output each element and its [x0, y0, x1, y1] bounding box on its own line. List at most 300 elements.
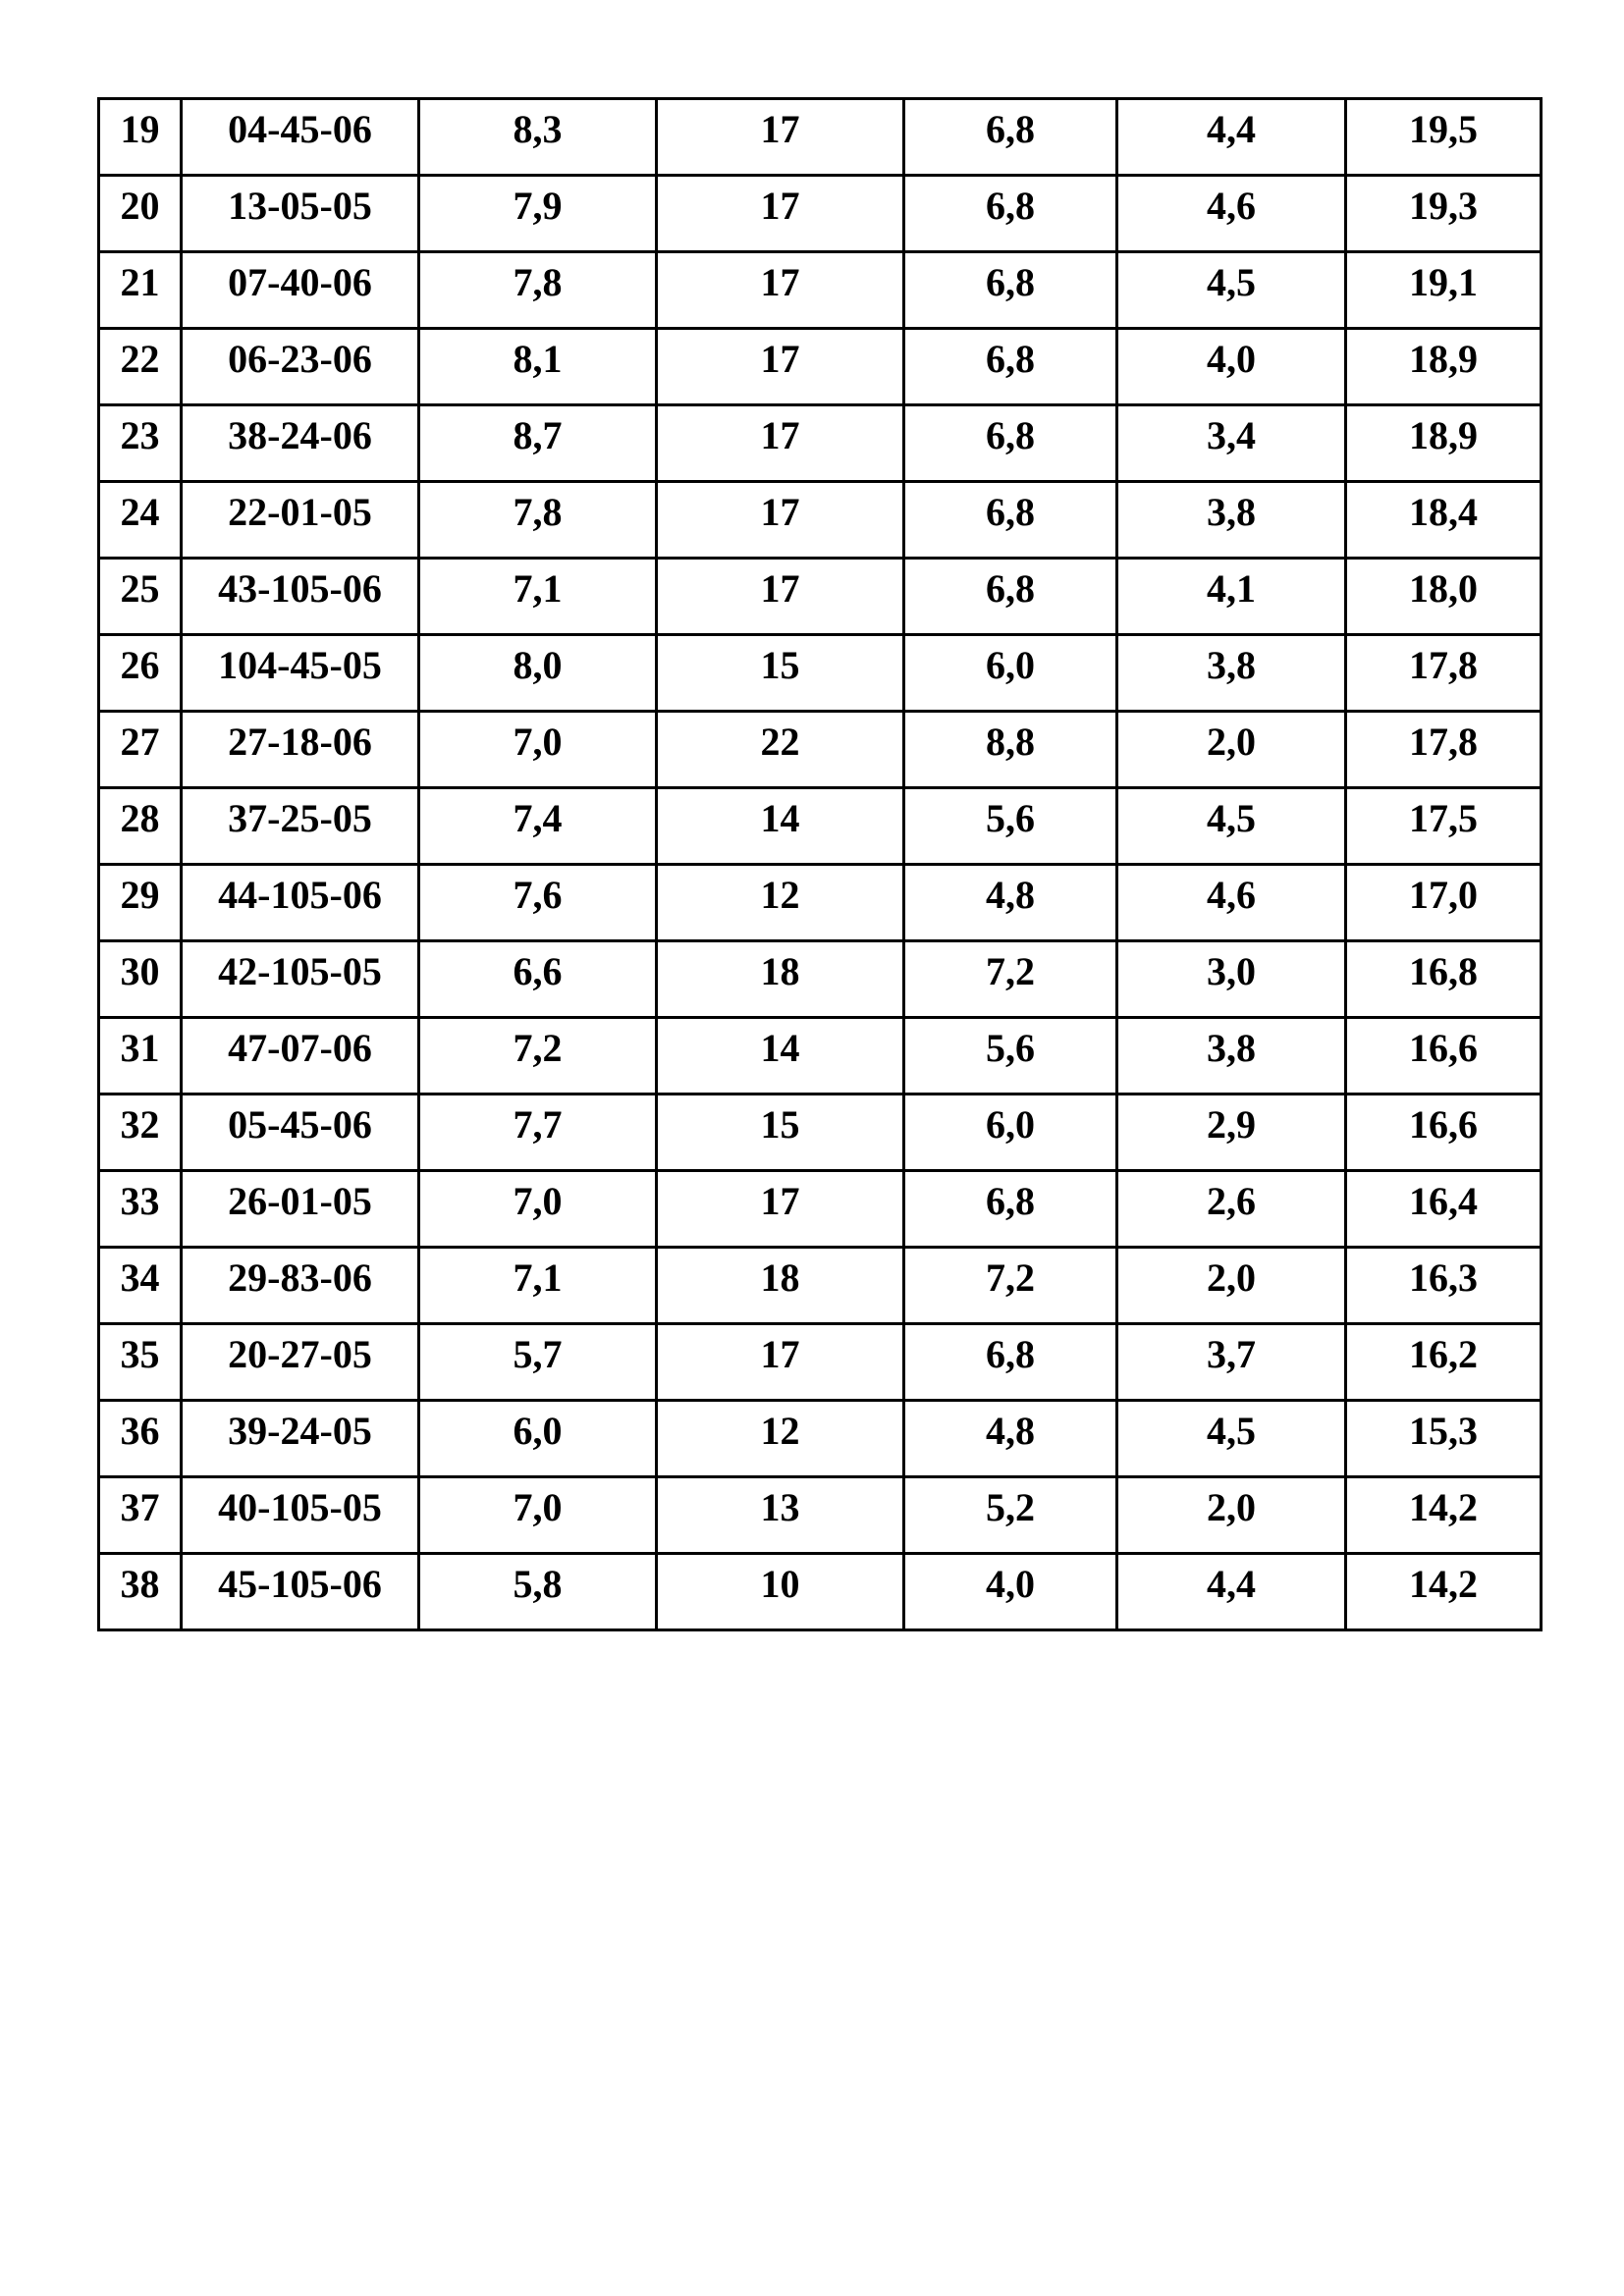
cell-text: 2,0 [1207, 720, 1256, 764]
cell-text: 4,8 [986, 1409, 1035, 1453]
table-cell-score-d [1117, 1095, 1346, 1171]
cell-text: 16,8 [1409, 949, 1478, 993]
cell-text: 6,8 [986, 1332, 1035, 1376]
table-cell-score-a [419, 941, 657, 1018]
table-cell-score-a [419, 482, 657, 559]
cell-text: 13-05-05 [228, 184, 372, 228]
cell-text: 37-25-05 [228, 796, 372, 840]
cell-text: 4,0 [986, 1562, 1035, 1606]
table-cell-score-d [1117, 1248, 1346, 1324]
table-cell-sample-code [182, 176, 419, 252]
table-cell-sample-code [182, 1171, 419, 1248]
cell-text: 16,6 [1409, 1026, 1478, 1070]
table-cell-total-score [1346, 1401, 1542, 1477]
table-cell-score-d [1117, 176, 1346, 252]
table-cell-score-d [1117, 1324, 1346, 1401]
cell-text: 5,6 [986, 796, 1035, 840]
cell-text: 6,8 [986, 1179, 1035, 1223]
table-cell-score-c [904, 865, 1117, 941]
table-cell-total-score [1346, 1248, 1542, 1324]
cell-text: 17 [760, 490, 800, 534]
table-cell-sample-code [182, 329, 419, 405]
table-cell-sample-code [182, 1401, 419, 1477]
cell-text: 3,0 [1207, 949, 1256, 993]
cell-text: 05-45-06 [228, 1102, 372, 1147]
table-cell-score-b [657, 712, 904, 788]
table-cell-score-b [657, 405, 904, 482]
table-cell-score-c [904, 1018, 1117, 1095]
cell-text: 47-07-06 [228, 1026, 372, 1070]
table-cell-row-number [99, 1324, 182, 1401]
table-cell-score-d [1117, 712, 1346, 788]
table-cell-sample-code [182, 1554, 419, 1630]
table-cell-score-a [419, 1401, 657, 1477]
cell-text: 8,0 [513, 643, 563, 687]
table-cell-sample-code [182, 99, 419, 176]
cell-text: 19,1 [1409, 260, 1478, 304]
table-cell-score-c [904, 788, 1117, 865]
cell-text: 6,0 [986, 643, 1035, 687]
cell-text: 18,9 [1409, 413, 1478, 457]
cell-text: 42-105-05 [218, 949, 382, 993]
cell-text: 17 [760, 1179, 800, 1223]
table-cell-sample-code [182, 635, 419, 712]
cell-text: 5,2 [986, 1485, 1035, 1529]
table-cell-row-number [99, 1171, 182, 1248]
cell-text: 7,2 [513, 1026, 563, 1070]
cell-text: 12 [760, 873, 800, 917]
cell-text: 14 [760, 796, 800, 840]
table-cell-score-c [904, 1248, 1117, 1324]
cell-text: 22-01-05 [228, 490, 372, 534]
cell-text: 20-27-05 [228, 1332, 372, 1376]
table-cell-score-b [657, 788, 904, 865]
cell-text: 7,6 [513, 873, 563, 917]
table-cell-score-d [1117, 252, 1346, 329]
cell-text: 16,4 [1409, 1179, 1478, 1223]
table-cell-score-b [657, 941, 904, 1018]
cell-text: 7,4 [513, 796, 563, 840]
cell-text: 34 [120, 1255, 160, 1300]
table-cell-score-a [419, 329, 657, 405]
cell-text: 18,4 [1409, 490, 1478, 534]
cell-text: 5,8 [513, 1562, 563, 1606]
cell-text: 31 [120, 1026, 160, 1070]
table-cell-score-c [904, 1554, 1117, 1630]
table-cell-row-number [99, 252, 182, 329]
table-cell-sample-code [182, 712, 419, 788]
cell-text: 6,8 [986, 490, 1035, 534]
table-row [99, 559, 1542, 635]
table-cell-score-d [1117, 1477, 1346, 1554]
table-cell-score-a [419, 1095, 657, 1171]
table-cell-row-number [99, 482, 182, 559]
table-cell-score-b [657, 1171, 904, 1248]
cell-text: 17 [760, 260, 800, 304]
cell-text: 7,2 [986, 1255, 1035, 1300]
cell-text: 17 [760, 566, 800, 611]
cell-text: 39-24-05 [228, 1409, 372, 1453]
table-cell-row-number [99, 99, 182, 176]
cell-text: 6,8 [986, 184, 1035, 228]
table-cell-sample-code [182, 1324, 419, 1401]
cell-text: 14,2 [1409, 1485, 1478, 1529]
cell-text: 07-40-06 [228, 260, 372, 304]
table-cell-score-d [1117, 329, 1346, 405]
table-cell-score-b [657, 329, 904, 405]
cell-text: 6,8 [986, 260, 1035, 304]
cell-text: 10 [760, 1562, 800, 1606]
cell-text: 26-01-05 [228, 1179, 372, 1223]
cell-text: 4,5 [1207, 796, 1256, 840]
cell-text: 22 [760, 720, 800, 764]
cell-text: 17,8 [1409, 643, 1478, 687]
cell-text: 3,8 [1207, 490, 1256, 534]
cell-text: 16,2 [1409, 1332, 1478, 1376]
table-cell-total-score [1346, 176, 1542, 252]
table-cell-row-number [99, 1477, 182, 1554]
table-cell-score-c [904, 329, 1117, 405]
table-cell-score-a [419, 176, 657, 252]
cell-text: 7,9 [513, 184, 563, 228]
cell-text: 7,2 [986, 949, 1035, 993]
table-cell-score-c [904, 635, 1117, 712]
table-cell-sample-code [182, 865, 419, 941]
table-cell-row-number [99, 559, 182, 635]
cell-text: 7,0 [513, 1179, 563, 1223]
cell-text: 6,0 [513, 1409, 563, 1453]
cell-text: 13 [760, 1485, 800, 1529]
table-cell-total-score [1346, 1324, 1542, 1401]
cell-text: 22 [120, 337, 160, 381]
cell-text: 38 [120, 1562, 160, 1606]
cell-text: 19,3 [1409, 184, 1478, 228]
cell-text: 26 [120, 643, 160, 687]
table-cell-sample-code [182, 1018, 419, 1095]
table-cell-sample-code [182, 482, 419, 559]
cell-text: 14,2 [1409, 1562, 1478, 1606]
table-cell-score-d [1117, 635, 1346, 712]
cell-text: 4,5 [1207, 1409, 1256, 1453]
cell-text: 7,8 [513, 490, 563, 534]
table-cell-score-b [657, 482, 904, 559]
table-cell-score-c [904, 405, 1117, 482]
cell-text: 15,3 [1409, 1409, 1478, 1453]
table-row [99, 941, 1542, 1018]
cell-text: 27 [120, 720, 160, 764]
table-cell-score-a [419, 635, 657, 712]
cell-text: 37 [120, 1485, 160, 1529]
table-row [99, 1477, 1542, 1554]
table-cell-score-c [904, 1477, 1117, 1554]
table-cell-score-a [419, 1171, 657, 1248]
table-cell-score-a [419, 788, 657, 865]
table-cell-total-score [1346, 788, 1542, 865]
cell-text: 2,6 [1207, 1179, 1256, 1223]
cell-text: 29 [120, 873, 160, 917]
cell-text: 17,8 [1409, 720, 1478, 764]
table-cell-score-a [419, 1324, 657, 1401]
cell-text: 17 [760, 413, 800, 457]
table-row [99, 1554, 1542, 1630]
table-cell-score-c [904, 252, 1117, 329]
cell-text: 3,4 [1207, 413, 1256, 457]
cell-text: 12 [760, 1409, 800, 1453]
table-cell-score-c [904, 712, 1117, 788]
table-cell-score-b [657, 635, 904, 712]
table-cell-total-score [1346, 99, 1542, 176]
cell-text: 25 [120, 566, 160, 611]
cell-text: 7,0 [513, 720, 563, 764]
table-row [99, 329, 1542, 405]
cell-text: 17 [760, 1332, 800, 1376]
table-cell-score-c [904, 99, 1117, 176]
cell-text: 7,8 [513, 260, 563, 304]
table-cell-score-a [419, 865, 657, 941]
table-row [99, 99, 1542, 176]
table-cell-sample-code [182, 941, 419, 1018]
table-cell-row-number [99, 1248, 182, 1324]
table-cell-score-a [419, 1248, 657, 1324]
table-cell-row-number [99, 865, 182, 941]
table-cell-sample-code [182, 1095, 419, 1171]
cell-text: 4,8 [986, 873, 1035, 917]
table-cell-score-b [657, 1401, 904, 1477]
cell-text: 7,1 [513, 1255, 563, 1300]
cell-text: 7,7 [513, 1102, 563, 1147]
cell-text: 17 [760, 184, 800, 228]
cell-text: 4,0 [1207, 337, 1256, 381]
cell-text: 14 [760, 1026, 800, 1070]
table-cell-score-d [1117, 1401, 1346, 1477]
table-cell-score-b [657, 252, 904, 329]
table-cell-total-score [1346, 329, 1542, 405]
table-cell-score-d [1117, 1171, 1346, 1248]
cell-text: 43-105-06 [218, 566, 382, 611]
table-cell-score-d [1117, 788, 1346, 865]
cell-text: 30 [120, 949, 160, 993]
cell-text: 18,9 [1409, 337, 1478, 381]
table-cell-score-c [904, 482, 1117, 559]
table-cell-total-score [1346, 1477, 1542, 1554]
cell-text: 38-24-06 [228, 413, 372, 457]
table-cell-score-b [657, 1018, 904, 1095]
cell-text: 21 [120, 260, 160, 304]
table-cell-score-b [657, 1248, 904, 1324]
table-cell-total-score [1346, 1095, 1542, 1171]
cell-text: 18,0 [1409, 566, 1478, 611]
table-cell-score-b [657, 99, 904, 176]
table-cell-score-b [657, 176, 904, 252]
cell-text: 17 [760, 107, 800, 151]
cell-text: 19,5 [1409, 107, 1478, 151]
table-cell-score-c [904, 1401, 1117, 1477]
table-row [99, 635, 1542, 712]
cell-text: 24 [120, 490, 160, 534]
table-cell-score-b [657, 865, 904, 941]
table-row [99, 1248, 1542, 1324]
cell-text: 7,0 [513, 1485, 563, 1529]
table-cell-total-score [1346, 1171, 1542, 1248]
cell-text: 23 [120, 413, 160, 457]
cell-text: 6,8 [986, 413, 1035, 457]
table-cell-score-a [419, 1554, 657, 1630]
cell-text: 5,6 [986, 1026, 1035, 1070]
table-cell-row-number [99, 1095, 182, 1171]
table-cell-row-number [99, 712, 182, 788]
table-cell-score-a [419, 1018, 657, 1095]
table-cell-score-b [657, 1477, 904, 1554]
table-cell-total-score [1346, 1554, 1542, 1630]
table-cell-score-d [1117, 1554, 1346, 1630]
table-row [99, 788, 1542, 865]
table-cell-score-d [1117, 865, 1346, 941]
table-cell-score-d [1117, 482, 1346, 559]
table-row [99, 482, 1542, 559]
table-cell-score-a [419, 712, 657, 788]
cell-text: 8,3 [513, 107, 563, 151]
table-cell-score-b [657, 559, 904, 635]
cell-text: 104-45-05 [218, 643, 382, 687]
table-cell-sample-code [182, 405, 419, 482]
cell-text: 4,5 [1207, 260, 1256, 304]
table-cell-score-a [419, 405, 657, 482]
cell-text: 28 [120, 796, 160, 840]
table-row [99, 865, 1542, 941]
table-cell-row-number [99, 329, 182, 405]
table-cell-row-number [99, 176, 182, 252]
cell-text: 6,6 [513, 949, 563, 993]
cell-text: 27-18-06 [228, 720, 372, 764]
table-cell-score-a [419, 252, 657, 329]
results-table [97, 97, 1543, 1631]
table-cell-total-score [1346, 252, 1542, 329]
table-cell-score-c [904, 176, 1117, 252]
table-row [99, 405, 1542, 482]
cell-text: 4,1 [1207, 566, 1256, 611]
table-cell-total-score [1346, 865, 1542, 941]
cell-text: 20 [120, 184, 160, 228]
cell-text: 2,9 [1207, 1102, 1256, 1147]
cell-text: 3,8 [1207, 1026, 1256, 1070]
table-cell-total-score [1346, 635, 1542, 712]
cell-text: 4,6 [1207, 184, 1256, 228]
cell-text: 18 [760, 949, 800, 993]
table-cell-row-number [99, 941, 182, 1018]
cell-text: 6,8 [986, 337, 1035, 381]
cell-text: 4,4 [1207, 107, 1256, 151]
cell-text: 3,8 [1207, 643, 1256, 687]
table-cell-score-d [1117, 559, 1346, 635]
table-cell-row-number [99, 1401, 182, 1477]
table-cell-score-b [657, 1324, 904, 1401]
table-row [99, 1324, 1542, 1401]
table-row [99, 1095, 1542, 1171]
table-cell-score-b [657, 1095, 904, 1171]
table-cell-sample-code [182, 788, 419, 865]
table-cell-sample-code [182, 1477, 419, 1554]
table-cell-score-d [1117, 941, 1346, 1018]
cell-text: 4,4 [1207, 1562, 1256, 1606]
table-cell-sample-code [182, 1248, 419, 1324]
cell-text: 15 [760, 643, 800, 687]
table-cell-score-d [1117, 405, 1346, 482]
cell-text: 32 [120, 1102, 160, 1147]
cell-text: 19 [120, 107, 160, 151]
cell-text: 8,7 [513, 413, 563, 457]
table-cell-score-c [904, 559, 1117, 635]
table-row [99, 1018, 1542, 1095]
cell-text: 35 [120, 1332, 160, 1376]
cell-text: 33 [120, 1179, 160, 1223]
cell-text: 17,0 [1409, 873, 1478, 917]
table-cell-score-a [419, 559, 657, 635]
table-cell-score-a [419, 99, 657, 176]
cell-text: 3,7 [1207, 1332, 1256, 1376]
cell-text: 36 [120, 1409, 160, 1453]
cell-text: 44-105-06 [218, 873, 382, 917]
table-cell-score-b [657, 1554, 904, 1630]
cell-text: 16,6 [1409, 1102, 1478, 1147]
table-row [99, 1171, 1542, 1248]
table-cell-total-score [1346, 482, 1542, 559]
cell-text: 16,3 [1409, 1255, 1478, 1300]
table-body [99, 99, 1542, 1630]
cell-text: 17 [760, 337, 800, 381]
table-cell-score-a [419, 1477, 657, 1554]
cell-text: 04-45-06 [228, 107, 372, 151]
cell-text: 6,8 [986, 566, 1035, 611]
table-cell-row-number [99, 1554, 182, 1630]
table-cell-score-c [904, 1095, 1117, 1171]
table-row [99, 252, 1542, 329]
table-cell-score-d [1117, 99, 1346, 176]
table-cell-row-number [99, 788, 182, 865]
table-cell-total-score [1346, 559, 1542, 635]
table-cell-score-c [904, 1171, 1117, 1248]
table-row [99, 1401, 1542, 1477]
table-cell-total-score [1346, 405, 1542, 482]
table-cell-score-c [904, 941, 1117, 1018]
table-cell-total-score [1346, 941, 1542, 1018]
table-cell-score-d [1117, 1018, 1346, 1095]
table-cell-total-score [1346, 712, 1542, 788]
cell-text: 45-105-06 [218, 1562, 382, 1606]
table-cell-row-number [99, 635, 182, 712]
table-cell-total-score [1346, 1018, 1542, 1095]
cell-text: 8,1 [513, 337, 563, 381]
cell-text: 5,7 [513, 1332, 563, 1376]
cell-text: 06-23-06 [228, 337, 372, 381]
cell-text: 29-83-06 [228, 1255, 372, 1300]
table-cell-sample-code [182, 559, 419, 635]
cell-text: 8,8 [986, 720, 1035, 764]
table-cell-sample-code [182, 252, 419, 329]
cell-text: 15 [760, 1102, 800, 1147]
cell-text: 40-105-05 [218, 1485, 382, 1529]
cell-text: 6,8 [986, 107, 1035, 151]
cell-text: 17,5 [1409, 796, 1478, 840]
table-cell-row-number [99, 405, 182, 482]
cell-text: 6,0 [986, 1102, 1035, 1147]
table-row [99, 712, 1542, 788]
cell-text: 4,6 [1207, 873, 1256, 917]
cell-text: 2,0 [1207, 1255, 1256, 1300]
cell-text: 2,0 [1207, 1485, 1256, 1529]
table-row [99, 176, 1542, 252]
cell-text: 18 [760, 1255, 800, 1300]
cell-text: 7,1 [513, 566, 563, 611]
